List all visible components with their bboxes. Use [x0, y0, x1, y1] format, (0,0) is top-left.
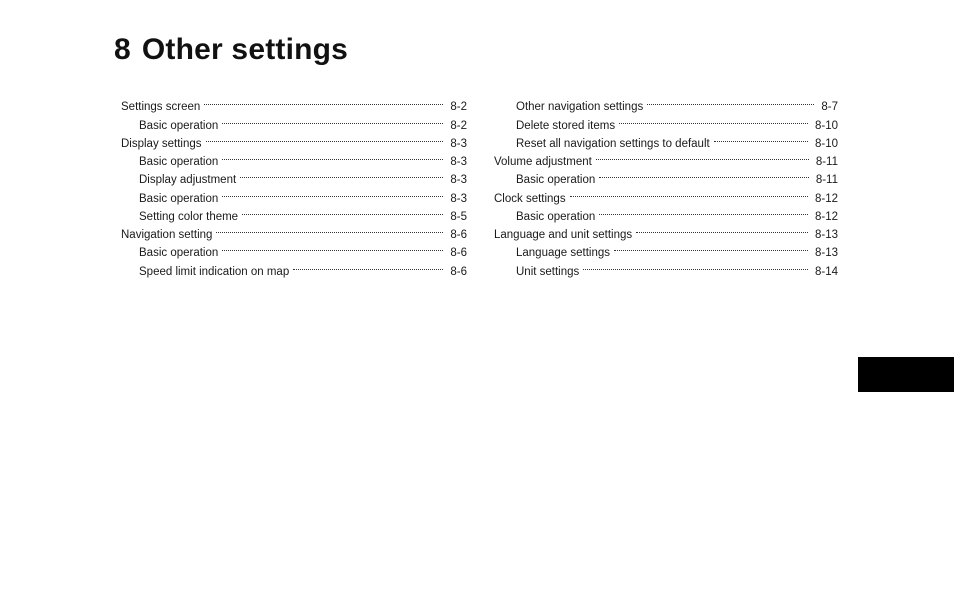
toc-entry-page: 8-11 — [815, 156, 838, 168]
toc-left-column — [121, 92, 467, 278]
toc-entry-title: Other navigation settings — [516, 101, 644, 114]
toc-entry-page: 8-12 — [814, 210, 838, 223]
toc-entry-title: Basic operation — [139, 247, 219, 260]
chapter-title — [114, 30, 348, 70]
toc-entry-title: Language settings — [516, 247, 610, 260]
toc-entry-page: 8-7 — [821, 101, 838, 114]
toc-entry-title: Delete stored items — [516, 119, 616, 132]
toc-entry-title: Navigation setting — [121, 229, 213, 241]
toc-leader-dots — [614, 238, 808, 256]
toc-entry-page: 8-3 — [450, 192, 467, 205]
toc-leader-dots — [599, 202, 808, 220]
toc-leader-dots — [206, 129, 444, 147]
toc-entry-title: Volume adjustment — [494, 156, 592, 168]
chapter-number: 8 — [114, 33, 131, 66]
toc-entry-title: Language and unit settings — [494, 229, 633, 241]
toc-entry-title: Clock settings — [494, 192, 566, 205]
toc-entry-page: 8-14 — [814, 265, 838, 278]
toc-entry-title: Basic operation — [139, 192, 219, 205]
toc-leader-dots — [216, 220, 443, 238]
toc-entry[interactable] — [121, 92, 467, 114]
chapter-title-text: Other settings — [141, 33, 349, 66]
toc-leader-dots — [222, 147, 443, 165]
chapter-thumb-tab — [858, 357, 954, 392]
toc-entry-page: 8-3 — [450, 137, 467, 150]
toc-leader-dots — [599, 165, 809, 183]
toc-entry-title: Speed limit indication on map — [139, 265, 290, 278]
toc-entry-title: Basic operation — [516, 174, 596, 187]
toc-leader-dots — [636, 220, 808, 238]
toc-entry-page: 8-3 — [450, 174, 467, 187]
toc-leader-dots — [570, 183, 808, 201]
toc-entry-title: Unit settings — [516, 265, 580, 278]
toc-entry-page: 8-13 — [814, 229, 838, 241]
toc-leader-dots — [647, 92, 814, 110]
toc-leader-dots — [293, 256, 443, 274]
toc-leader-dots — [242, 202, 443, 220]
toc-entry-page: 8-6 — [450, 229, 467, 241]
toc-entry-page: 8-11 — [815, 174, 838, 187]
toc-entry[interactable] — [494, 92, 838, 114]
toc-leader-dots — [222, 183, 443, 201]
toc-entry-page: 8-5 — [450, 210, 467, 223]
toc-leader-dots — [240, 165, 443, 183]
toc-entry-page: 8-10 — [814, 137, 838, 150]
toc-entry-title: Display settings — [121, 137, 202, 150]
toc-entry-title: Basic operation — [139, 156, 219, 168]
toc-entry-page: 8-2 — [450, 119, 467, 132]
toc-entry-title: Display adjustment — [139, 174, 237, 187]
toc-leader-dots — [222, 238, 443, 256]
toc-entry-title: Settings screen — [121, 101, 201, 114]
toc-leader-dots — [596, 147, 809, 165]
toc-leader-dots — [204, 92, 443, 110]
toc-leader-dots — [619, 110, 808, 128]
toc-leader-dots — [714, 129, 808, 147]
toc-entry-title: Basic operation — [516, 210, 596, 223]
toc-entry-title: Setting color theme — [139, 210, 239, 223]
toc-entry-page: 8-2 — [450, 101, 467, 114]
toc-entry-page: 8-6 — [450, 265, 467, 278]
toc-leader-dots — [222, 110, 443, 128]
toc-entry-page: 8-3 — [450, 156, 467, 168]
toc-right-column — [494, 92, 838, 278]
toc-entry-title: Reset all navigation settings to default — [516, 137, 710, 150]
toc-entry-page: 8-13 — [814, 247, 838, 260]
toc-entry-page: 8-6 — [450, 247, 467, 260]
toc-entry-title: Basic operation — [139, 119, 219, 132]
toc-entry-page: 8-12 — [814, 192, 838, 205]
toc-leader-dots — [583, 256, 808, 274]
toc-entry-page: 8-10 — [814, 119, 838, 132]
